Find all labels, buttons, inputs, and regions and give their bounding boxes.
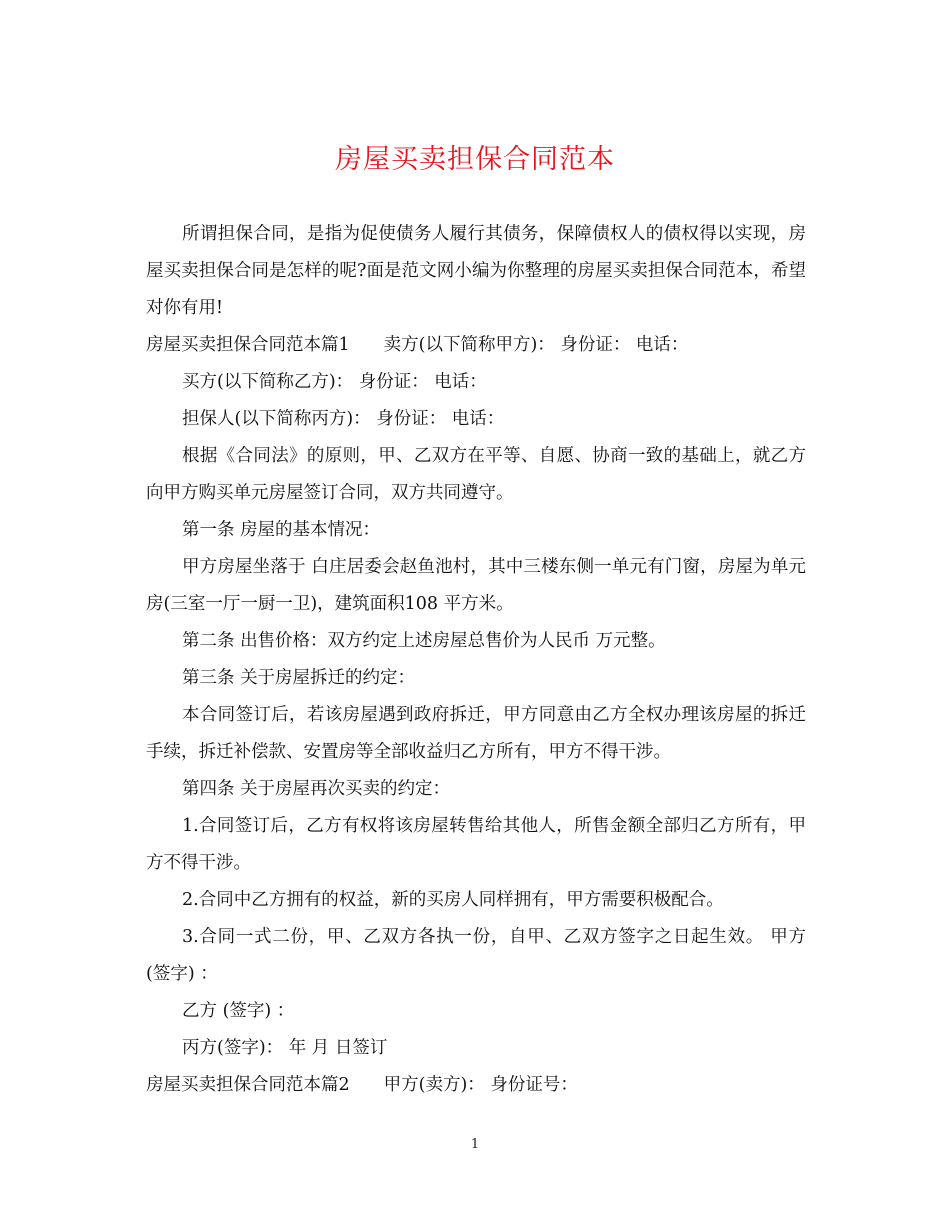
article-4-item-2: 2.合同中乙方拥有的权益，新的买房人同样拥有，甲方需要积极配合。 <box>182 890 724 910</box>
section-2-party-line: 甲方(卖方)： 身份证号： <box>383 1075 578 1095</box>
article-1-text: 甲方房屋坐落于 白庄居委会赵鱼池村，其中三楼东侧一单元有门窗，房屋为单元房(三室一厅一厨一卫)，建筑面积108 平方米。 <box>146 557 806 614</box>
article-4-item-3: 3.合同一式二份，甲、乙双方各执一份，自甲、乙双方签字之日起生效。 甲方 (签字) ： <box>146 927 806 984</box>
article-4-item-1: 1.合同签订后，乙方有权将该房屋转售给其他人，所售金额全部归乙方所有，甲方不得干涉。 <box>146 816 806 873</box>
article-3-heading: 第三条 关于房屋拆迁的约定： <box>182 668 416 688</box>
document-title: 房屋买卖担保合同范本 <box>335 144 615 175</box>
document-body <box>146 216 806 1104</box>
intro-paragraph: 所谓担保合同，是指为促使债务人履行其债务，保障债权人的债权得以实现，房屋买卖担保合同是怎样的呢?面是范文网小编为你整理的房屋买卖担保合同范本，希望对你有用! <box>146 224 806 318</box>
article-2-text: 第二条 出售价格：双方约定上述房屋总售价为人民币 万元整。 <box>182 631 666 651</box>
buyer-party-line: 买方(以下简称乙方)： 身份证： 电话： <box>182 372 487 392</box>
section-1-heading: 房屋买卖担保合同范本篇1 <box>146 335 350 355</box>
section-2-heading: 房屋买卖担保合同范本篇2 <box>146 1075 350 1095</box>
guarantor-party-line: 担保人(以下简称丙方)： 身份证： 电话： <box>182 409 505 429</box>
party-c-signature-line: 丙方(签字)： 年 月 日签订 <box>182 1038 388 1058</box>
seller-party-line: 卖方(以下简称甲方)： 身份证： 电话： <box>383 335 689 355</box>
article-3-text: 本合同签订后，若该房屋遇到政府拆迁，甲方同意由乙方全权办理该房屋的拆迁手续，拆迁补偿款、安置房等全部收益归乙方所有，甲方不得干涉。 <box>146 705 806 762</box>
section-1-heading-line <box>146 327 806 364</box>
contract-preamble: 根据《合同法》的原则，甲、乙双方在平等、自愿、协商一致的基础上，就乙方向甲方购买单元房屋签订合同，双方共同遵守。 <box>146 446 806 503</box>
article-4-heading: 第四条 关于房屋再次买卖的约定： <box>182 779 451 799</box>
section-2-heading-line <box>146 1067 806 1104</box>
page-number: 1 <box>470 1137 480 1152</box>
article-1-heading: 第一条 房屋的基本情况： <box>182 520 381 540</box>
party-b-signature-line: 乙方 (签字) ： <box>182 1001 295 1021</box>
